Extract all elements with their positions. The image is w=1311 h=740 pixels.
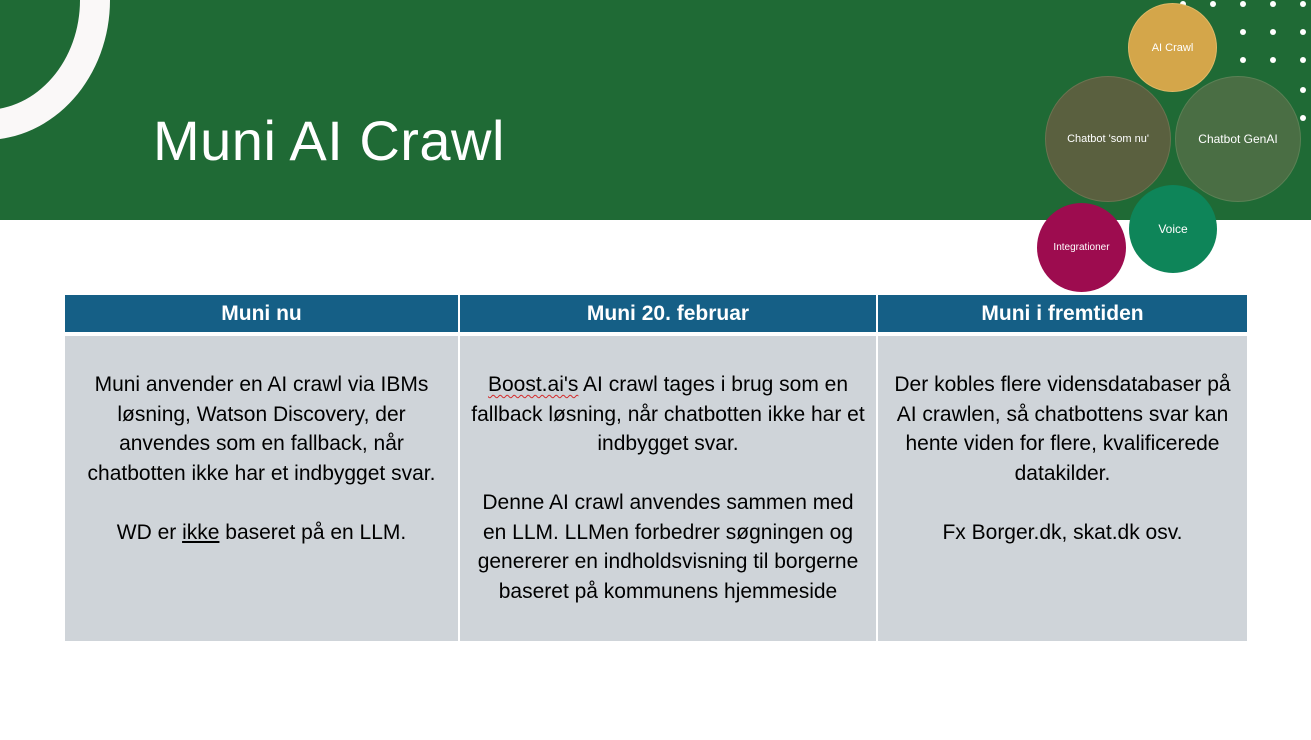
cell-paragraph: Der kobles flere vidensdatabaser på AI crawlen, så chatbottens svar kan hente viden for flere, kvalificerede datakilder.	[894, 373, 1231, 485]
bubble-label: AI Crawl	[1151, 41, 1194, 54]
bubble-label: Chatbot 'som nu'	[1067, 133, 1149, 145]
bubble-label: Voice	[1158, 222, 1188, 236]
bubble-chatbot-genai	[1175, 76, 1301, 202]
text-run: AI crawl tages i brug som en fallback løsning, når chatbotten ikke har et indbygget svar.	[471, 373, 865, 455]
cell-muni-20-februar	[460, 336, 876, 641]
header-muni-i-fremtiden: Muni i fremtiden	[878, 295, 1247, 332]
cell-muni-nu	[65, 336, 458, 641]
text-run: WD er	[116, 520, 183, 544]
header-muni-nu: Muni nu	[65, 295, 458, 332]
cell-muni-i-fremtiden	[878, 336, 1247, 641]
text-run: baseret på en LLM.	[219, 520, 407, 544]
header-muni-20-februar: Muni 20. februar	[460, 295, 876, 332]
underlined-word: ikke	[182, 520, 220, 544]
cell-paragraph	[73, 518, 450, 548]
cell-paragraph: Muni anvender en AI crawl via IBMs løsning, Watson Discovery, der anvendes som en fallback, når chatbotten ikke har et indbygget svar.	[87, 373, 436, 485]
slide-title: Muni AI Crawl	[153, 109, 505, 172]
bubble-label: Integrationer	[1053, 242, 1110, 253]
cell-paragraph: Fx Borger.dk, skat.dk osv.	[942, 520, 1183, 544]
bubble-label: Chatbot GenAI	[1198, 132, 1278, 146]
bubble-chatbot-som-nu	[1045, 76, 1171, 202]
comparison-table	[65, 295, 1247, 641]
cell-paragraph	[468, 370, 868, 459]
bubble-voice	[1129, 185, 1217, 273]
spellcheck-word: Boost.ai's	[487, 373, 579, 396]
cell-paragraph: Denne AI crawl anvendes sammen med en LLM. LLMen forbedrer søgningen og genererer en indholdsvisning til borgerne baseret på kommunens hjemmeside	[477, 491, 859, 603]
decorative-ring	[0, 0, 110, 140]
bubble-integrationer	[1037, 203, 1126, 292]
bubble-ai-crawl	[1128, 3, 1217, 92]
